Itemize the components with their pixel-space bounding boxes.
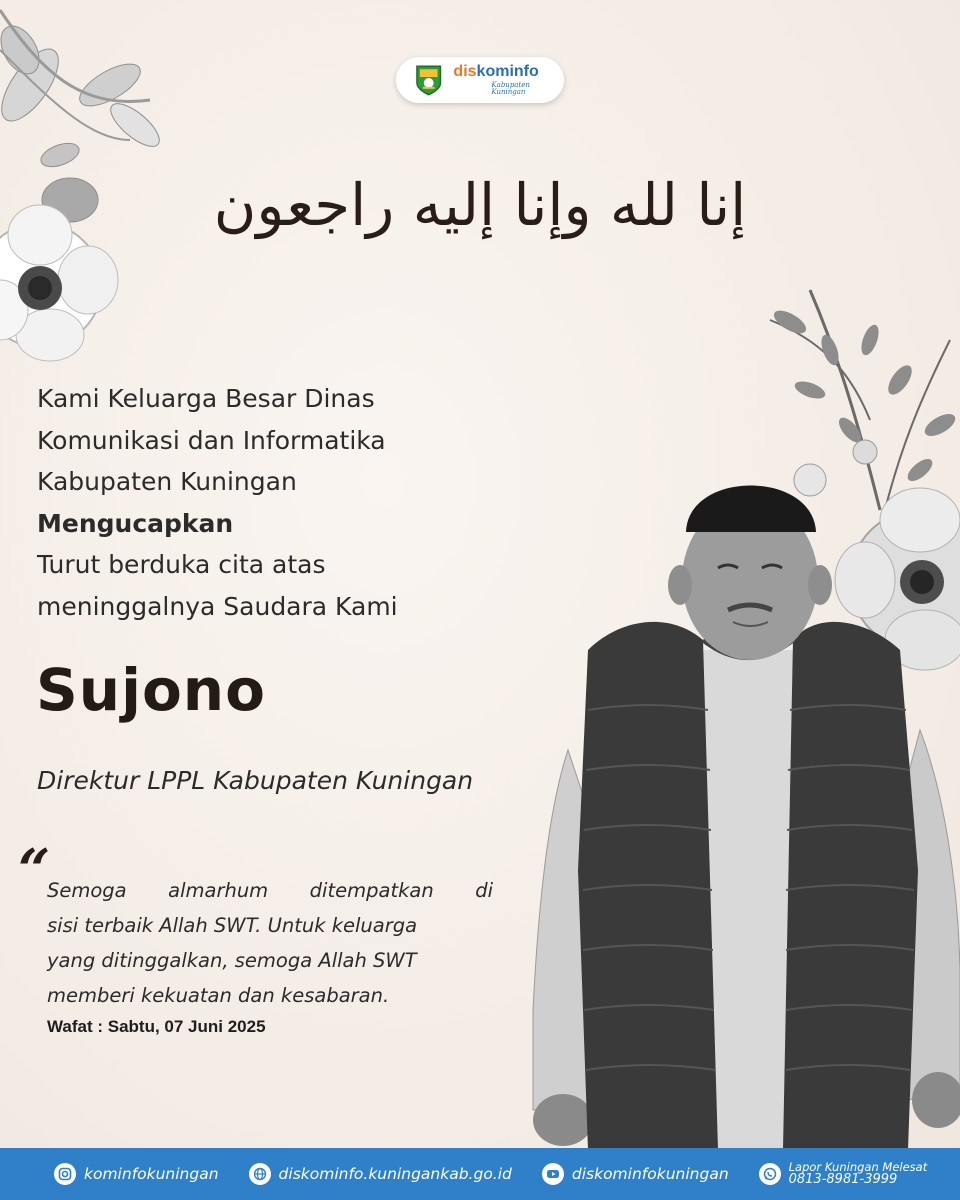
footer-instagram-label: kominfokuningan <box>84 1165 219 1183</box>
footer-website-label: diskominfo.kuningankab.go.id <box>278 1165 512 1183</box>
whatsapp-icon <box>759 1163 781 1185</box>
youtube-icon <box>542 1163 564 1185</box>
kuningan-emblem-icon <box>414 63 443 97</box>
quote-line: yang ditinggalkan, semoga Allah SWT <box>47 949 417 972</box>
arabic-condolence-phrase: إنا لله وإنا إليه راجعون <box>213 171 747 239</box>
footer-whatsapp-label: Lapor Kuningan Melesat <box>788 1160 928 1175</box>
footer-bar <box>0 1148 960 1200</box>
intro-line: Turut berduka cita atas <box>37 550 326 579</box>
logo-subtitle: Kabupaten Kuningan <box>491 81 530 96</box>
date-of-death: Wafat : Sabtu, 07 Juni 2025 <box>47 1017 266 1036</box>
diskominfo-logo <box>396 57 564 103</box>
logo-wordmark: diskominfo <box>453 63 539 80</box>
globe-icon <box>249 1163 271 1185</box>
footer-whatsapp[interactable] <box>759 1161 928 1187</box>
footer-youtube-label: diskominfokuningan <box>571 1165 729 1183</box>
intro-line: Kabupaten Kuningan <box>37 467 297 496</box>
prayer-quote <box>47 873 493 1013</box>
footer-website[interactable] <box>249 1163 512 1185</box>
deceased-name: Sujono <box>36 656 266 724</box>
footer-whatsapp-phone: 0813-8981-3999 <box>788 1172 898 1188</box>
deceased-position: Direktur LPPL Kabupaten Kuningan <box>37 766 474 795</box>
intro-text <box>37 378 557 627</box>
intro-line: meninggalnya Saudara Kami <box>37 591 398 621</box>
quote-line: memberi kekuatan dan kesabaran. <box>47 984 390 1007</box>
flower-decoration-top-left <box>0 0 220 380</box>
intro-line: Komunikasi dan Informatika <box>37 425 386 455</box>
portrait-photo <box>528 450 960 1150</box>
footer-youtube[interactable] <box>542 1163 729 1185</box>
intro-line: Kami Keluarga Besar Dinas <box>37 384 375 413</box>
instagram-icon <box>54 1163 76 1185</box>
quote-mark-icon: “ <box>18 837 51 903</box>
quote-line: Semoga almarhum ditempatkan di <box>47 879 493 902</box>
intro-line-emphasis: Mengucapkan <box>37 508 234 538</box>
quote-line: sisi terbaik Allah SWT. Untuk keluarga <box>47 914 418 937</box>
footer-instagram[interactable] <box>54 1163 219 1185</box>
